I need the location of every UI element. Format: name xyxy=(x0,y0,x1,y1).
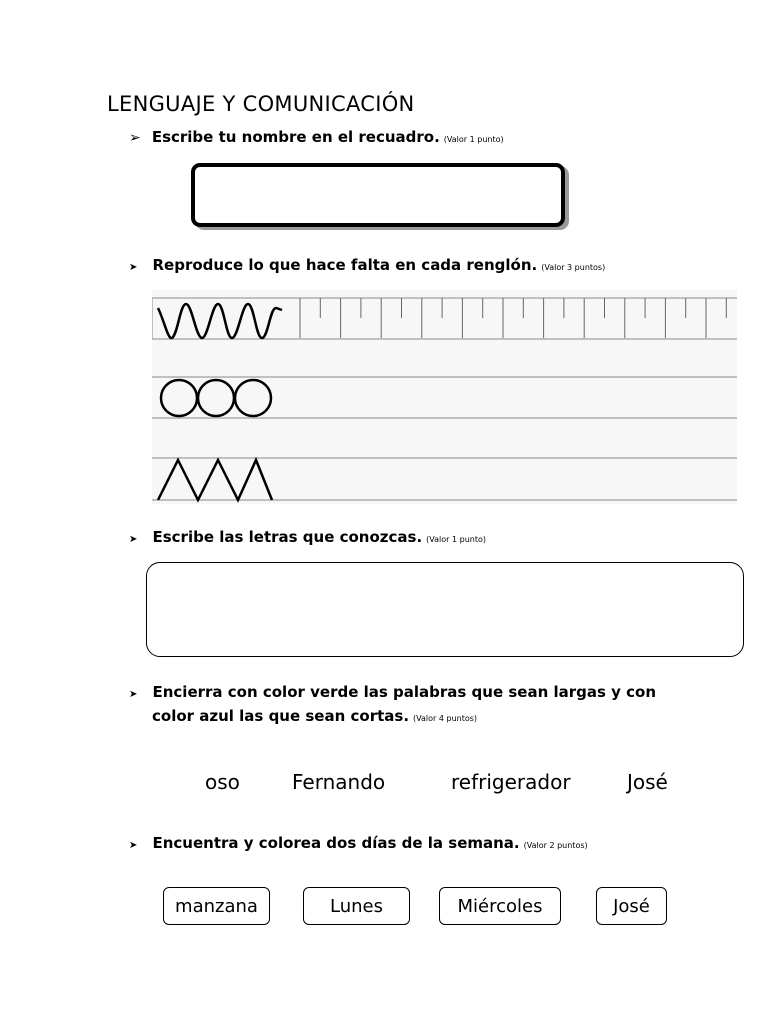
instruction-3-value: (Valor 1 punto) xyxy=(426,535,486,544)
name-box[interactable] xyxy=(191,163,565,227)
arrow-bullet-icon: ➤ xyxy=(129,534,138,545)
instruction-1-value: (Valor 1 punto) xyxy=(443,135,504,144)
instruction-2-value: (Valor 3 puntos) xyxy=(541,263,606,272)
word-refrigerador[interactable]: refrigerador xyxy=(451,770,571,794)
instruction-2-text: Reproduce lo que hace falta en cada renglón. (Valor 3 puntos) xyxy=(152,256,606,274)
instruction-2 xyxy=(129,255,605,274)
instruction-5 xyxy=(129,833,588,852)
day-box-jose[interactable]: José xyxy=(596,887,667,925)
instruction-3-text: Escribe las letras que conozcas. (Valor 1 punto) xyxy=(152,528,486,546)
instruction-4-line2: color azul las que sean cortas. (Valor 4 puntos) xyxy=(152,707,478,725)
instruction-1 xyxy=(129,127,504,146)
instruction-3 xyxy=(129,527,486,546)
arrow-bullet-icon: ➤ xyxy=(129,840,138,851)
letters-box[interactable] xyxy=(146,562,744,657)
page-title: LENGUAJE Y COMUNICACIÓN xyxy=(107,92,415,116)
arrow-bullet-icon: ➤ xyxy=(129,262,138,273)
instruction-5-text: Encuentra y colorea dos días de la semana. (Valor 2 puntos) xyxy=(152,834,588,852)
instruction-5-value: (Valor 2 puntos) xyxy=(523,841,588,850)
word-oso[interactable]: oso xyxy=(205,770,240,794)
word-fernando[interactable]: Fernando xyxy=(292,770,386,794)
day-box-manzana[interactable]: manzana xyxy=(163,887,270,925)
instruction-4 xyxy=(129,682,656,701)
instruction-4-value: (Valor 4 puntos) xyxy=(413,714,478,723)
arrow-bullet-icon: ➢ xyxy=(129,130,141,146)
writing-lines[interactable] xyxy=(152,290,737,504)
instruction-1-text: Escribe tu nombre en el recuadro. (Valor 1 punto) xyxy=(151,128,504,146)
arrow-bullet-icon: ➤ xyxy=(129,689,138,700)
day-box-lunes[interactable]: Lunes xyxy=(303,887,410,925)
word-jose[interactable]: José xyxy=(627,770,668,794)
instruction-4-line1: Encierra con color verde las palabras que sean largas y con xyxy=(152,683,657,701)
day-box-miercoles[interactable]: Miércoles xyxy=(439,887,561,925)
